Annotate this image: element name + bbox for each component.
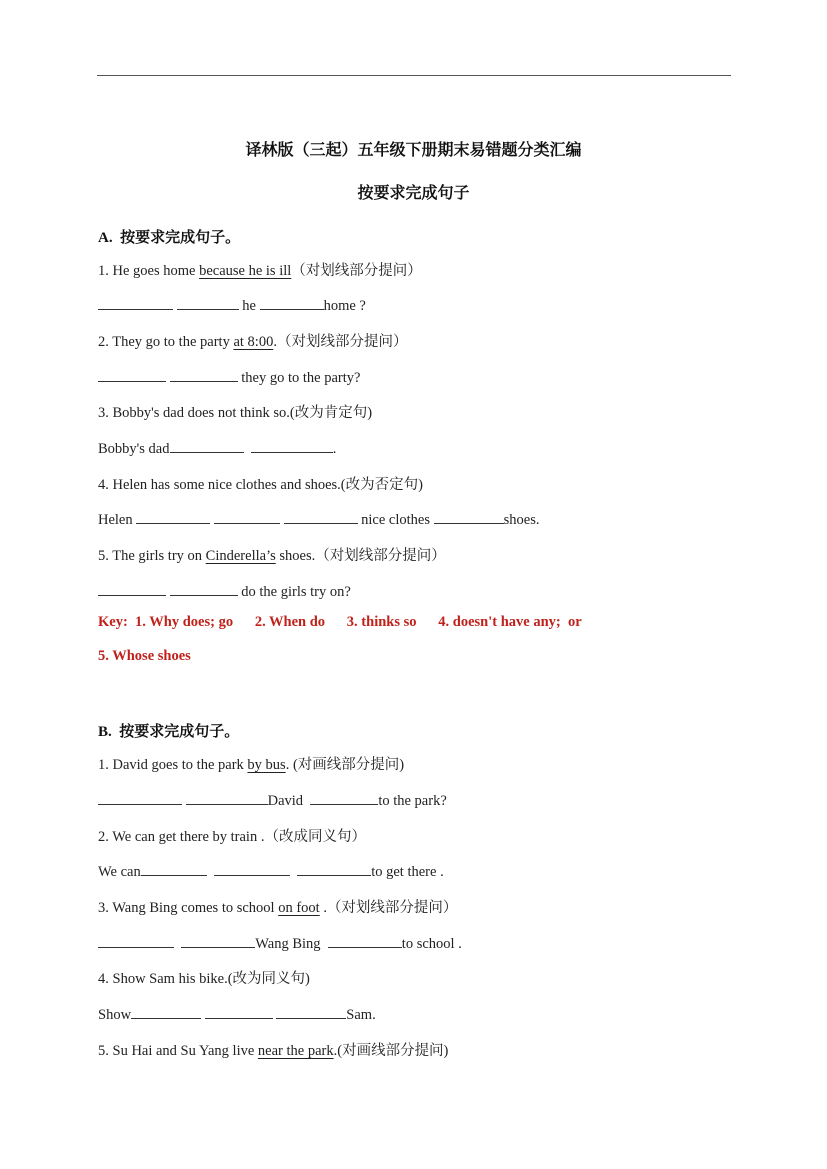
- answer-blank[interactable]: [170, 438, 244, 453]
- answer-line-b2: We can to get there .: [98, 861, 444, 881]
- underlined-phrase: Cinderella’s: [205, 548, 276, 564]
- answer-blank[interactable]: [98, 367, 166, 382]
- answer-blank[interactable]: [251, 438, 333, 453]
- question-b5: 5. Su Hai and Su Yang live near the park.(对画线部分提问): [98, 1043, 449, 1059]
- answer-line-a1: he home ?: [98, 295, 366, 315]
- answer-blank[interactable]: [186, 790, 268, 805]
- answer-blank[interactable]: [434, 509, 504, 524]
- answer-key-line-1: Key: 1. Why does; go 2. When do 3. thinks so 4. doesn't have any; or: [98, 614, 582, 630]
- document-title: 译林版（三起）五年级下册期末易错题分类汇编: [245, 142, 582, 159]
- answer-blank[interactable]: [205, 1004, 273, 1019]
- answer-blank[interactable]: [214, 861, 290, 876]
- answer-blank[interactable]: [98, 581, 166, 596]
- answer-blank[interactable]: [181, 933, 255, 948]
- answer-blank[interactable]: [297, 861, 371, 876]
- question-b2: 2. We can get there by train .（改成同义句）: [98, 829, 366, 845]
- answer-blank[interactable]: [98, 933, 174, 948]
- answer-line-a3: Bobby's dad .: [98, 438, 336, 458]
- answer-blank[interactable]: [260, 295, 324, 310]
- underlined-phrase: at 8:00: [233, 334, 274, 350]
- question-b1: 1. David goes to the park by bus. (对画线部分提问): [98, 757, 405, 773]
- answer-blank[interactable]: [310, 790, 378, 805]
- question-a3: 3. Bobby's dad does not think so.(改为肯定句): [98, 405, 373, 421]
- header-rule: [97, 75, 731, 76]
- answer-blank[interactable]: [141, 861, 207, 876]
- answer-blank[interactable]: [177, 295, 239, 310]
- underlined-phrase: on foot: [278, 900, 320, 916]
- answer-key-line-2: 5. Whose shoes: [98, 648, 191, 664]
- answer-blank[interactable]: [214, 509, 280, 524]
- question-b3: 3. Wang Bing comes to school on foot .（对划线部分提问）: [98, 900, 458, 916]
- answer-blank[interactable]: [170, 367, 238, 382]
- answer-blank[interactable]: [98, 295, 173, 310]
- answer-blank[interactable]: [328, 933, 402, 948]
- answer-line-b3: Wang Bing to school .: [98, 933, 462, 953]
- underlined-phrase: near the park: [257, 1043, 334, 1059]
- answer-line-a5: do the girls try on?: [98, 581, 351, 601]
- answer-blank[interactable]: [136, 509, 210, 524]
- answer-blank[interactable]: [284, 509, 358, 524]
- answer-line-b4: Show Sam.: [98, 1004, 376, 1024]
- section-a-heading: A. 按要求完成句子。: [98, 230, 241, 246]
- answer-blank[interactable]: [98, 790, 182, 805]
- question-a5: 5. The girls try on Cinderella’s shoes.（对划线部分提问）: [98, 548, 446, 564]
- answer-line-a4: Helen nice clothes shoes.: [98, 509, 539, 529]
- question-a4: 4. Helen has some nice clothes and shoes.(改为否定句): [98, 477, 423, 493]
- underlined-phrase: by bus: [247, 757, 286, 773]
- answer-blank[interactable]: [131, 1004, 201, 1019]
- answer-line-b1: David to the park?: [98, 790, 447, 810]
- document-subtitle: 按要求完成句子: [357, 185, 470, 202]
- question-b4: 4. Show Sam his bike.(改为同义句): [98, 971, 310, 987]
- answer-line-a2: they go to the party?: [98, 367, 360, 387]
- section-b-heading: B. 按要求完成句子。: [98, 724, 240, 740]
- question-a1: 1. He goes home because he is ill（对划线部分提问）: [98, 263, 422, 279]
- answer-blank[interactable]: [276, 1004, 346, 1019]
- underlined-phrase: because he is ill: [199, 263, 292, 279]
- question-a2: 2. They go to the party at 8:00.（对划线部分提问）: [98, 334, 408, 350]
- answer-blank[interactable]: [170, 581, 238, 596]
